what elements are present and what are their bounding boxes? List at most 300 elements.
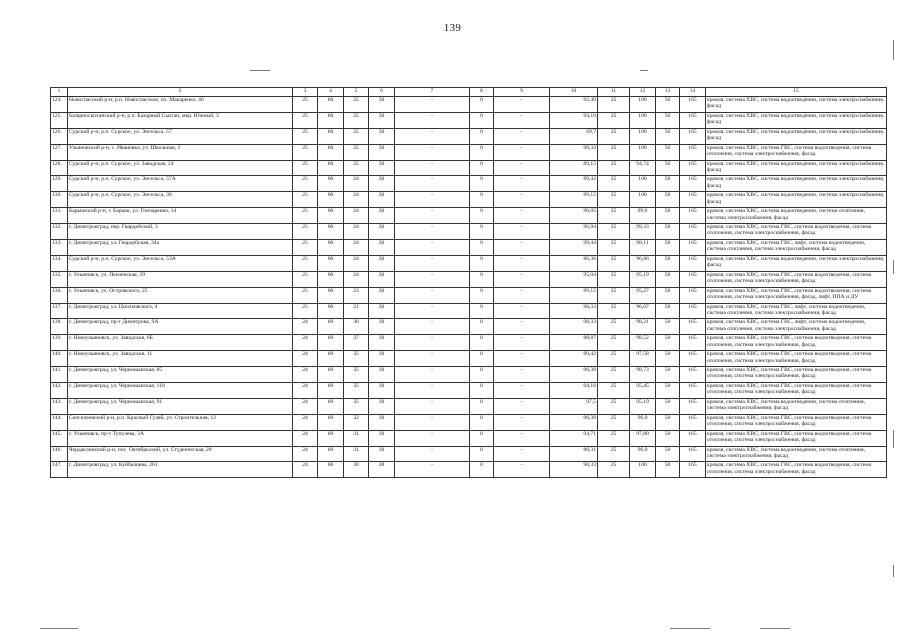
cell-col-13: 50 — [656, 367, 680, 383]
cell-col-8: 0 — [470, 97, 494, 113]
cell-col-index: 129. — [51, 176, 68, 192]
cell-col-6: 30 — [369, 351, 395, 367]
table-header-row — [51, 88, 887, 97]
cell-col-14: 165 — [680, 351, 706, 367]
cell-col-3: 24 — [293, 462, 318, 478]
cell-col-3: 24 — [293, 367, 318, 383]
cell-col-5: 35 — [344, 398, 369, 414]
cell-col-7: - — [395, 303, 470, 319]
cell-col-12: 98,73 — [630, 367, 656, 383]
cell-col-works: кровля, система ХВС, система ГВС, лифт, система водоотведения, система отопления, система электроснабжения, фасад — [706, 303, 887, 319]
cell-col-4: 60 — [318, 97, 344, 113]
header-col-13: 13 — [656, 88, 680, 97]
cell-col-index: 132. — [51, 224, 68, 240]
cell-col-12: 99,6 — [630, 208, 656, 224]
cell-col-13: 50 — [656, 224, 680, 240]
cell-col-9: - — [494, 335, 550, 351]
cell-col-10: 99,44 — [550, 240, 598, 256]
cell-col-14: 165 — [680, 462, 706, 478]
cell-col-12: 100 — [630, 176, 656, 192]
table-row — [51, 430, 887, 446]
cell-col-8: 0 — [470, 430, 494, 446]
cell-col-8: 0 — [470, 192, 494, 208]
cell-col-12: 95,45 — [630, 383, 656, 399]
cell-col-13: 50 — [656, 128, 680, 144]
cell-col-7: - — [395, 319, 470, 335]
cell-col-3: 24 — [293, 383, 318, 399]
cell-col-12: 96,9 — [630, 414, 656, 430]
cell-col-6: 30 — [369, 112, 395, 128]
cell-col-3: 24 — [293, 319, 318, 335]
cell-col-address: Сурский р-н, р.п. Сурское, ул. Энгельса, 57 — [68, 128, 293, 144]
cell-col-9: - — [494, 383, 550, 399]
scan-mark — [760, 628, 790, 629]
table-row — [51, 176, 887, 192]
cell-col-address: г. Ульяновск, пр-т Тупулева, 3А — [68, 430, 293, 446]
cell-col-4: 60 — [318, 176, 344, 192]
cell-col-14: 165 — [680, 255, 706, 271]
cell-col-5: 32 — [344, 414, 369, 430]
cell-col-8: 0 — [470, 208, 494, 224]
cell-col-11: 25 — [598, 97, 630, 113]
cell-col-11: 25 — [598, 367, 630, 383]
table-row — [51, 462, 887, 478]
cell-col-12: 94,74 — [630, 160, 656, 176]
cell-col-8: 0 — [470, 271, 494, 287]
cell-col-10: 95,04 — [550, 271, 598, 287]
cell-col-10: 96,94 — [550, 224, 598, 240]
cell-col-works: кровля, система ХВС, система ГВС, система водоотведения, система отопления, система электроснабжения, фасад, лифт, ППА и ДУ — [706, 287, 887, 303]
cell-col-12: 100 — [630, 144, 656, 160]
cell-col-13: 50 — [656, 112, 680, 128]
cell-col-13: 50 — [656, 319, 680, 335]
cell-col-10: 96,38 — [550, 414, 598, 430]
cell-col-9: - — [494, 398, 550, 414]
cell-col-13: 50 — [656, 192, 680, 208]
cell-col-6: 30 — [369, 335, 395, 351]
cell-col-10: 69,7 — [550, 128, 598, 144]
cell-col-9: - — [494, 255, 550, 271]
cell-col-3: 25 — [293, 128, 318, 144]
cell-col-index: 127. — [51, 144, 68, 160]
cell-col-14: 165 — [680, 414, 706, 430]
cell-col-index: 128. — [51, 160, 68, 176]
cell-col-7: - — [395, 176, 470, 192]
cell-col-10: 94,16 — [550, 112, 598, 128]
cell-col-8: 0 — [470, 287, 494, 303]
scan-mark — [893, 40, 894, 60]
cell-col-works: кровля, система ХВС, система ГВС, система водоотведения, система отопления, система электроснабжения, фасад — [706, 351, 887, 367]
cell-col-4: 60 — [318, 287, 344, 303]
cell-col-address: г. Димитровград, ул. Черемшанская, 91 — [68, 398, 293, 414]
cell-col-9: - — [494, 97, 550, 113]
cell-col-3: 24 — [293, 430, 318, 446]
cell-col-8: 0 — [470, 446, 494, 462]
cell-col-7: - — [395, 398, 470, 414]
cell-col-13: 50 — [656, 208, 680, 224]
cell-col-10: 89,42 — [550, 176, 598, 192]
cell-col-9: - — [494, 176, 550, 192]
cell-col-3: 25 — [293, 208, 318, 224]
cell-col-4: 60 — [318, 398, 344, 414]
cell-col-address: Ульяновский р-н, с. Ивановка, ул. Школьная, 3 — [68, 144, 293, 160]
table-row — [51, 160, 887, 176]
cell-col-9: - — [494, 240, 550, 256]
cell-col-3: 24 — [293, 351, 318, 367]
cell-col-5: 38 — [344, 319, 369, 335]
table-row — [51, 97, 887, 113]
cell-col-10: 88,87 — [550, 335, 598, 351]
cell-col-5: 31 — [344, 446, 369, 462]
cell-col-3: 25 — [293, 255, 318, 271]
cell-col-7: - — [395, 462, 470, 478]
table-row — [51, 255, 887, 271]
cell-col-6: 30 — [369, 224, 395, 240]
table-row — [51, 192, 887, 208]
cell-col-9: - — [494, 462, 550, 478]
cell-col-13: 50 — [656, 383, 680, 399]
cell-col-works: кровля, система ХВС, система водоотведения, система электроснабжения, фасад — [706, 160, 887, 176]
cell-col-10: 92,49 — [550, 97, 598, 113]
cell-col-14: 165 — [680, 176, 706, 192]
cell-col-works: кровля, система ХВС, система ГВС, система водоотведения, система отопления, система электроснабжения, фасад — [706, 383, 887, 399]
cell-col-8: 0 — [470, 160, 494, 176]
header-col-11: 11 — [598, 88, 630, 97]
header-col-6: 6 — [369, 88, 395, 97]
table-row — [51, 319, 887, 335]
cell-col-13: 50 — [656, 144, 680, 160]
cell-col-10: 98,33 — [550, 144, 598, 160]
cell-col-3: 24 — [293, 446, 318, 462]
cell-col-11: 25 — [598, 271, 630, 287]
cell-col-7: - — [395, 287, 470, 303]
cell-col-4: 60 — [318, 144, 344, 160]
cell-col-works: кровля, система ХВС, система ГВС, система водоотведения, система отопления, система электроснабжения, фасад — [706, 462, 887, 478]
table-row — [51, 351, 887, 367]
cell-col-10: 86,36 — [550, 255, 598, 271]
cell-col-index: 135. — [51, 271, 68, 287]
cell-col-10: 98,33 — [550, 462, 598, 478]
cell-col-8: 0 — [470, 367, 494, 383]
cell-col-4: 60 — [318, 192, 344, 208]
cell-col-3: 25 — [293, 144, 318, 160]
cell-col-8: 0 — [470, 319, 494, 335]
cell-col-14: 165 — [680, 319, 706, 335]
cell-col-4: 60 — [318, 208, 344, 224]
cell-col-index: 136. — [51, 287, 68, 303]
cell-col-5: 30 — [344, 462, 369, 478]
cell-col-11: 25 — [598, 462, 630, 478]
cell-col-works: кровля, система ХВС, система ГВС, система водоотведения, система отопления, система электроснабжения, фасад — [706, 335, 887, 351]
cell-col-3: 25 — [293, 192, 318, 208]
cell-col-13: 50 — [656, 398, 680, 414]
cell-col-index: 140. — [51, 351, 68, 367]
cell-col-6: 30 — [369, 462, 395, 478]
cell-col-7: - — [395, 446, 470, 462]
cell-col-9: - — [494, 224, 550, 240]
cell-col-12: 100 — [630, 112, 656, 128]
cell-col-14: 165 — [680, 160, 706, 176]
cell-col-9: - — [494, 446, 550, 462]
header-col-index: 1 — [51, 88, 68, 97]
cell-col-8: 0 — [470, 128, 494, 144]
cell-col-address: Новоспасский р-н, р.п. Новоспасское, пл. Макаренко, 40 — [68, 97, 293, 113]
cell-col-14: 165 — [680, 430, 706, 446]
cell-col-11: 25 — [598, 128, 630, 144]
cell-col-index: 145. — [51, 430, 68, 446]
cell-col-index: 143. — [51, 398, 68, 414]
cell-col-7: - — [395, 97, 470, 113]
cell-col-10: 89,15 — [550, 287, 598, 303]
cell-col-3: 25 — [293, 240, 318, 256]
cell-col-6: 30 — [369, 430, 395, 446]
cell-col-6: 30 — [369, 446, 395, 462]
cell-col-address: Чердаклинский р-н, пос. Октябрьский, ул. Студенческая, 28 — [68, 446, 293, 462]
cell-col-9: - — [494, 303, 550, 319]
cell-col-address: г. Димитровград, ул. Черемшанская, 118 — [68, 383, 293, 399]
cell-col-6: 30 — [369, 398, 395, 414]
cell-col-12: 95,27 — [630, 287, 656, 303]
cell-col-13: 50 — [656, 446, 680, 462]
cell-col-8: 0 — [470, 414, 494, 430]
cell-col-11: 25 — [598, 383, 630, 399]
cell-col-6: 30 — [369, 208, 395, 224]
cell-col-12: 97,80 — [630, 430, 656, 446]
cell-col-6: 30 — [369, 255, 395, 271]
cell-col-12: 100 — [630, 192, 656, 208]
cell-col-5: 24 — [344, 271, 369, 287]
cell-col-11: 25 — [598, 240, 630, 256]
cell-col-10: 98,33 — [550, 319, 598, 335]
cell-col-address: г. Димитровград, ул. Гвардейская, 34а — [68, 240, 293, 256]
cell-col-14: 165 — [680, 303, 706, 319]
cell-col-5: 24 — [344, 240, 369, 256]
cell-col-5: 25 — [344, 128, 369, 144]
cell-col-12: 100 — [630, 97, 656, 113]
table-row — [51, 414, 887, 430]
scan-mark — [40, 628, 78, 629]
cell-col-7: - — [395, 160, 470, 176]
header-col-4: 4 — [318, 88, 344, 97]
cell-col-address: г. Димитровград, пер. Гвардейский, 3 — [68, 224, 293, 240]
cell-col-7: - — [395, 335, 470, 351]
cell-col-8: 0 — [470, 176, 494, 192]
cell-col-7: - — [395, 383, 470, 399]
cell-col-index: 142. — [51, 383, 68, 399]
cell-col-index: 124. — [51, 97, 68, 113]
cell-col-3: 25 — [293, 224, 318, 240]
cell-col-4: 60 — [318, 271, 344, 287]
cell-col-13: 50 — [656, 287, 680, 303]
table-row — [51, 303, 887, 319]
cell-col-4: 60 — [318, 414, 344, 430]
cell-col-6: 30 — [369, 160, 395, 176]
cell-col-9: - — [494, 192, 550, 208]
cell-col-13: 50 — [656, 240, 680, 256]
cell-col-5: 35 — [344, 367, 369, 383]
cell-col-11: 25 — [598, 144, 630, 160]
cell-col-3: 24 — [293, 335, 318, 351]
cell-col-4: 60 — [318, 462, 344, 478]
cell-col-11: 25 — [598, 446, 630, 462]
cell-col-10: 89,15 — [550, 192, 598, 208]
scan-mark — [640, 70, 648, 71]
cell-col-5: 24 — [344, 255, 369, 271]
cell-col-5: 25 — [344, 160, 369, 176]
cell-col-4: 60 — [318, 128, 344, 144]
cell-col-9: - — [494, 287, 550, 303]
cell-col-address: г. Новоульяновск, ул. Заводская, 6Б — [68, 335, 293, 351]
cell-col-index: 131. — [51, 208, 68, 224]
cell-col-8: 0 — [470, 112, 494, 128]
cell-col-9: - — [494, 319, 550, 335]
cell-col-14: 165 — [680, 97, 706, 113]
cell-col-4: 60 — [318, 351, 344, 367]
cell-col-11: 25 — [598, 335, 630, 351]
cell-col-11: 25 — [598, 430, 630, 446]
cell-col-12: 98,52 — [630, 335, 656, 351]
scan-mark — [893, 565, 894, 577]
cell-col-13: 50 — [656, 462, 680, 478]
cell-col-14: 165 — [680, 287, 706, 303]
cell-col-11: 25 — [598, 255, 630, 271]
table-row — [51, 335, 887, 351]
cell-col-6: 30 — [369, 367, 395, 383]
cell-col-10: 89,42 — [550, 351, 598, 367]
cell-col-11: 25 — [598, 303, 630, 319]
cell-col-13: 50 — [656, 176, 680, 192]
cell-col-address: Сенгилеевский р-н, р.п. Красный Гуляй, ул. Строительная, 12 — [68, 414, 293, 430]
cell-col-7: - — [395, 208, 470, 224]
cell-col-5: 35 — [344, 351, 369, 367]
header-col-12: 12 — [630, 88, 656, 97]
cell-col-14: 165 — [680, 240, 706, 256]
cell-col-3: 25 — [293, 303, 318, 319]
cell-col-4: 60 — [318, 335, 344, 351]
cell-col-7: - — [395, 351, 470, 367]
table-row — [51, 240, 887, 256]
cell-col-4: 60 — [318, 367, 344, 383]
cell-col-works: кровля, система ХВС, система ГВС, система водоотведения, система отопления, система электроснабжения, фасад — [706, 144, 887, 160]
cell-col-5: 25 — [344, 112, 369, 128]
cell-col-5: 37 — [344, 335, 369, 351]
scan-mark — [670, 628, 710, 629]
cell-col-8: 0 — [470, 224, 494, 240]
cell-col-4: 60 — [318, 430, 344, 446]
cell-col-6: 30 — [369, 128, 395, 144]
header-col-10: 10 — [550, 88, 598, 97]
cell-col-works: кровля, система ХВС, система водоотведения, система отопления, система электроснабжения, фасад — [706, 398, 887, 414]
cell-col-14: 165 — [680, 335, 706, 351]
cell-col-10: 98,33 — [550, 303, 598, 319]
cell-col-address: г. Димитровград, ул. Циолковского, 4 — [68, 303, 293, 319]
cell-col-11: 25 — [598, 208, 630, 224]
cell-col-13: 50 — [656, 335, 680, 351]
scan-mark — [893, 260, 894, 274]
cell-col-14: 165 — [680, 192, 706, 208]
cell-col-works: кровля, система ХВС, система ГВС, система водоотведения, система отопления, система электроснабжения, фасад — [706, 430, 887, 446]
cell-col-index: 133. — [51, 240, 68, 256]
table-row — [51, 367, 887, 383]
cell-col-12: 96,67 — [630, 303, 656, 319]
cell-col-8: 0 — [470, 144, 494, 160]
cell-col-index: 138. — [51, 319, 68, 335]
cell-col-9: - — [494, 367, 550, 383]
cell-col-7: - — [395, 255, 470, 271]
cell-col-address: Сурский р-н, р.п. Сурское, ул. Энгельса, 57А — [68, 176, 293, 192]
cell-col-13: 50 — [656, 303, 680, 319]
cell-col-4: 60 — [318, 224, 344, 240]
table-row — [51, 224, 887, 240]
cell-col-7: - — [395, 430, 470, 446]
header-col-3: 3 — [293, 88, 318, 97]
cell-col-12: 100 — [630, 128, 656, 144]
cell-col-address: г. Ульяновск, ул. Островского, 25 — [68, 287, 293, 303]
cell-col-13: 50 — [656, 160, 680, 176]
cell-col-4: 60 — [318, 383, 344, 399]
cell-col-14: 165 — [680, 144, 706, 160]
table-row — [51, 398, 887, 414]
cell-col-9: - — [494, 271, 550, 287]
cell-col-8: 0 — [470, 383, 494, 399]
cell-col-10: 96,05 — [550, 208, 598, 224]
cell-col-11: 25 — [598, 351, 630, 367]
cell-col-7: - — [395, 414, 470, 430]
cell-col-11: 25 — [598, 160, 630, 176]
cell-col-works: кровля, система ХВС, система ГВС, система водоотведения, система отопления, система электроснабжения, фасад — [706, 271, 887, 287]
cell-col-13: 50 — [656, 430, 680, 446]
cell-col-works: кровля, система ХВС, система ГВС, лифт, система водоотведения, система отопления, система электроснабжения, фасад — [706, 319, 887, 335]
cell-col-11: 25 — [598, 112, 630, 128]
cell-col-3: 25 — [293, 97, 318, 113]
cell-col-address: Сурский р-н, р.п. Сурское, ул. Энгельса, 53А — [68, 255, 293, 271]
cell-col-9: - — [494, 144, 550, 160]
cell-col-5: 24 — [344, 176, 369, 192]
cell-col-address: г. Димитровград, пр-т Димитрова, 9А — [68, 319, 293, 335]
cell-col-5: 24 — [344, 208, 369, 224]
table-row — [51, 287, 887, 303]
cell-col-5: 24 — [344, 192, 369, 208]
cell-col-7: - — [395, 240, 470, 256]
cell-col-3: 25 — [293, 112, 318, 128]
cell-col-address: г. Димитровград, ул. Куйбышева, 261 — [68, 462, 293, 478]
cell-col-9: - — [494, 208, 550, 224]
cell-col-works: кровля, система ХВС, система водоотведения, система электроснабжения, фасад — [706, 97, 887, 113]
cell-col-10: 88,31 — [550, 446, 598, 462]
cell-col-12: 99,33 — [630, 224, 656, 240]
header-col-works: 15 — [706, 88, 887, 97]
cell-col-14: 165 — [680, 208, 706, 224]
cell-col-3: 24 — [293, 398, 318, 414]
cell-col-6: 30 — [369, 287, 395, 303]
cell-col-14: 165 — [680, 271, 706, 287]
cell-col-7: - — [395, 192, 470, 208]
cell-col-works: кровля, система ХВС, система ГВС, система водоотведения, система отопления, система электроснабжения, фасад — [706, 224, 887, 240]
cell-col-4: 60 — [318, 255, 344, 271]
cell-col-3: 25 — [293, 160, 318, 176]
scan-mark — [893, 430, 894, 448]
cell-col-4: 60 — [318, 112, 344, 128]
cell-col-14: 165 — [680, 446, 706, 462]
cell-col-11: 25 — [598, 224, 630, 240]
cell-col-3: 24 — [293, 414, 318, 430]
cell-col-13: 50 — [656, 255, 680, 271]
cell-col-4: 60 — [318, 303, 344, 319]
cell-col-6: 30 — [369, 303, 395, 319]
cell-col-10: 89,15 — [550, 160, 598, 176]
cell-col-5: 21 — [344, 303, 369, 319]
cell-col-index: 146. — [51, 446, 68, 462]
